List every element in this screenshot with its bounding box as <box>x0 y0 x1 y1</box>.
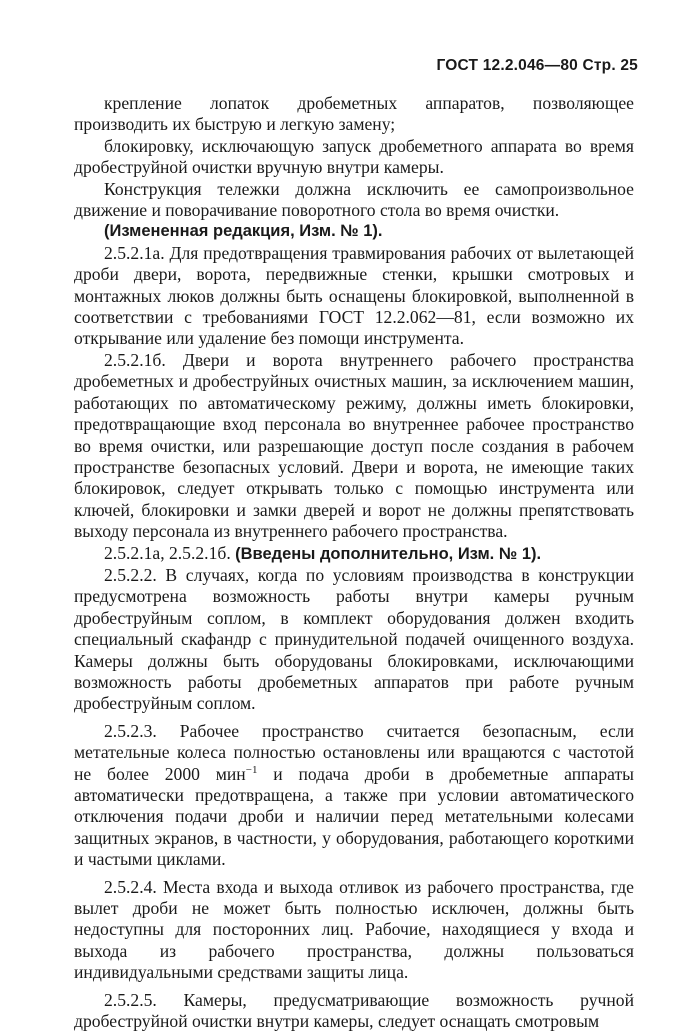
clause-2-5-2-1a: 2.5.2.1а. Для предотвращения травмирования рабочих от вылетающей дроби двери, ворота, передвижные стенки, крышки смотровых и монтажных люков должны быть оснащены блокировкой, выполненной в соответствии с требованиями ГОСТ 12.2.062—81, если возможно их открывание или удаление без помощи инструмента. <box>74 242 634 349</box>
clause-2-5-2-1b: 2.5.2.1б. Двери и ворота внутреннего рабочего пространства дробеметных и дробеструйных очистных машин, за исключением машин, работающих по автоматическому режиму, должны иметь блокировки, предотвращающие вход персонала во внутреннее рабочее пространство во время очистки, или разрешающие доступ после создания в рабочем пространстве безопасных условий. Двери и ворота, не имеющие таких блокировок, следует открывать только с помощью инструмента или ключей, блокировки и замки дверей и ворот не должны препятствовать выходу персонала из внутреннего рабочего пространства. <box>74 349 634 542</box>
superscript: −1 <box>245 763 258 776</box>
clause-text: 2.5.2.3. Рабочее пространство считается безопасным, если метательные колеса полностью остановлены или вращаются с частотой не более 2000 мин <box>74 720 634 784</box>
clause-2-5-2-4: 2.5.2.4. Места входа и выхода отливок из рабочего пространства, где вылет дроби не может быть полностью исключен, должны быть недоступны для посторонних лиц. Рабочие, находящиеся у входа и выхода из рабочего пространства, должны пользоваться индивидуальными средствами защиты лица. <box>74 876 634 983</box>
clause-2-5-2-2: 2.5.2.2. В случаях, когда по условиям производства в конструкции предусмотрена возможность работы внутри камеры ручным дробеструйным соплом, в комплект оборудования должен входить специальный скафандр с принудительной подачей очищенного воздуха. Камеры должны быть оборудованы блокировками, исключающими возможность работы дробеметных аппаратов при работе ручным дробеструйным соплом. <box>74 564 634 714</box>
clause-text: и подача дроби в дробеметные аппараты автоматически предотвращена, а также при условии автоматического отключения подачи дроби и наличии перед метательными колесами защитных экранов, в частности, у оборудования, работающего короткими и частыми циклами. <box>74 763 634 870</box>
clause-2-5-2-3 <box>74 721 634 871</box>
amendment-text: (Введены дополнительно, Изм. № 1). <box>235 544 542 563</box>
amendment-note <box>74 543 634 565</box>
amendment-note: (Измененная редакция, Изм. № 1). <box>104 222 383 241</box>
clause-refs: 2.5.2.1а, 2.5.2.1б. <box>104 542 231 563</box>
document-body <box>74 93 634 1032</box>
page-header <box>436 57 638 75</box>
standard-number: ГОСТ 12.2.046—80 <box>436 57 578 74</box>
paragraph: Конструкция тележки должна исключить ее самопроизвольное движение и поворачивание поворотного стола во время очистки. <box>74 178 634 221</box>
paragraph: блокировку, исключающую запуск дробеметного аппарата во время дробеструйной очистки вручную внутри камеры. <box>74 135 634 178</box>
page-number: Стр. 25 <box>582 57 638 74</box>
clause-2-5-2-5: 2.5.2.5. Камеры, предусматривающие возможность ручной дробеструйной очистки внутри камеры, следует оснащать смотровым <box>74 989 634 1032</box>
paragraph: крепление лопаток дробеметных аппаратов, позволяющее производить их быструю и легкую замену; <box>74 93 634 135</box>
